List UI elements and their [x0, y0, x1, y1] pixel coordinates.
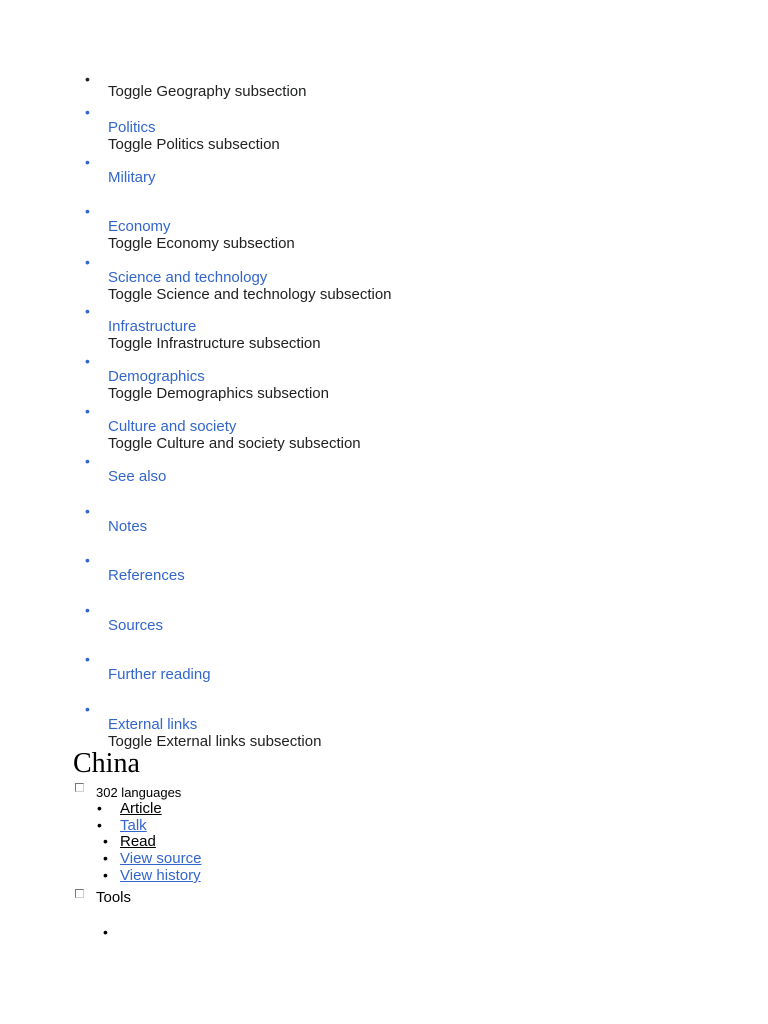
- list-bullet: •: [85, 651, 90, 667]
- tools-checkbox[interactable]: [75, 889, 84, 898]
- list-bullet: •: [85, 154, 90, 170]
- toc-link-notes[interactable]: Notes: [108, 518, 148, 535]
- list-bullet: •: [85, 203, 90, 219]
- toc-link-culture-and-society[interactable]: Culture and society: [108, 418, 237, 435]
- toggle-politics-subsection[interactable]: Toggle Politics subsection: [108, 136, 280, 153]
- list-bullet: •: [85, 453, 90, 469]
- tools-label[interactable]: Tools: [96, 889, 132, 906]
- list-bullet: •: [103, 833, 108, 849]
- toc-link-see-also[interactable]: See also: [108, 468, 167, 485]
- list-bullet: •: [85, 403, 90, 419]
- toc-link-military[interactable]: Military: [108, 169, 156, 186]
- toc-link-demographics[interactable]: Demographics: [108, 368, 205, 385]
- list-bullet: •: [85, 353, 90, 369]
- tab-talk: [97, 817, 297, 834]
- toggle-science-and-technology-subsection[interactable]: Toggle Science and technology subsection: [108, 286, 392, 303]
- list-bullet: •: [103, 850, 108, 866]
- list-bullet: •: [97, 800, 102, 816]
- toggle-economy-subsection[interactable]: Toggle Economy subsection: [108, 235, 295, 252]
- list-bullet: •: [85, 552, 90, 568]
- toggle-infrastructure-subsection[interactable]: Toggle Infrastructure subsection: [108, 335, 321, 352]
- languages-checkbox[interactable]: [75, 783, 84, 792]
- tab-talk-link[interactable]: Talk: [120, 817, 147, 834]
- list-bullet: •: [85, 254, 90, 270]
- toc-link-external-links[interactable]: External links: [108, 716, 198, 733]
- toc-link-sources[interactable]: Sources: [108, 617, 164, 634]
- toggle-external-links-subsection[interactable]: Toggle External links subsection: [108, 733, 322, 750]
- tab-read: [103, 833, 303, 850]
- toggle-demographics-subsection[interactable]: Toggle Demographics subsection: [108, 385, 329, 402]
- toc-link-economy[interactable]: Economy: [108, 218, 171, 235]
- toc-link-further-reading[interactable]: Further reading: [108, 666, 211, 683]
- toc-link-politics[interactable]: Politics: [108, 119, 156, 136]
- list-bullet: •: [97, 817, 102, 833]
- list-bullet: •: [85, 104, 90, 120]
- languages-label[interactable]: 302 languages: [96, 785, 182, 800]
- list-bullet: •: [85, 602, 90, 618]
- toc-link-science-and-technology[interactable]: Science and technology: [108, 269, 268, 286]
- list-bullet: •: [103, 867, 108, 883]
- tab-view-source-link[interactable]: View source: [120, 850, 202, 867]
- tab-view-history: [103, 867, 303, 884]
- toc-link-infrastructure[interactable]: Infrastructure: [108, 318, 197, 335]
- list-bullet: •: [103, 924, 108, 940]
- list-bullet: •: [85, 701, 90, 717]
- tab-view-source: [103, 850, 303, 867]
- list-bullet: •: [85, 303, 90, 319]
- page-title: China: [73, 748, 140, 779]
- toc-link-references[interactable]: References: [108, 567, 185, 584]
- tab-view-history-link[interactable]: View history: [120, 867, 201, 884]
- tab-article: [97, 800, 297, 817]
- tab-article-link[interactable]: Article: [120, 800, 162, 817]
- tab-read-link[interactable]: Read: [120, 833, 156, 850]
- list-bullet: •: [85, 71, 90, 87]
- toggle-geography-subsection[interactable]: Toggle Geography subsection: [108, 83, 307, 100]
- toggle-culture-and-society-subsection[interactable]: Toggle Culture and society subsection: [108, 435, 361, 452]
- list-bullet: •: [85, 503, 90, 519]
